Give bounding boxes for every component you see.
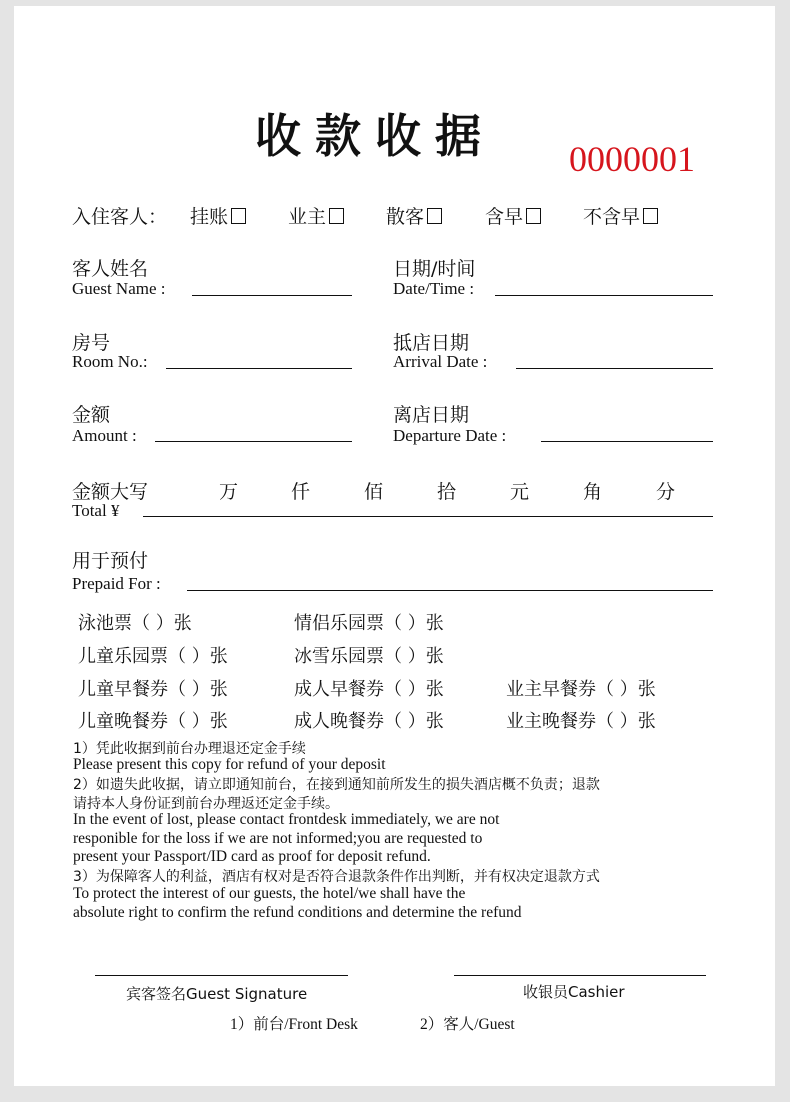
prepaid-label-cn: 用于预付 bbox=[72, 550, 149, 572]
guest-name-label-cn: 客人姓名 bbox=[72, 258, 149, 280]
amount-field[interactable] bbox=[155, 441, 352, 442]
note-line: Please present this copy for refund of your deposit bbox=[73, 756, 386, 773]
ticket-owner-breakfast[interactable]: 业主早餐券（ ）张 bbox=[506, 679, 656, 700]
guest-type-option[interactable] bbox=[583, 202, 658, 229]
total-amount-field[interactable] bbox=[143, 516, 713, 517]
guest-name-field[interactable] bbox=[192, 295, 352, 296]
unit-fen: 分 bbox=[656, 481, 676, 503]
ticket-ice-snow-park[interactable]: 冰雪乐园票（ ）张 bbox=[294, 646, 444, 667]
note-line: responible for the loss if we are not informed;you are requested to bbox=[73, 830, 483, 847]
departure-date-field[interactable] bbox=[541, 441, 713, 442]
unit-wan: 万 bbox=[219, 481, 239, 503]
datetime-label-en: Date/Time : bbox=[393, 279, 475, 298]
guest-name-label-en: Guest Name : bbox=[72, 279, 166, 298]
checkbox-icon[interactable] bbox=[643, 208, 658, 224]
room-label-en: Room No.: bbox=[72, 352, 148, 371]
ticket-couple-park[interactable]: 情侣乐园票（ ）张 bbox=[294, 613, 444, 634]
guest-type-option[interactable] bbox=[288, 202, 344, 229]
ticket-adult-dinner[interactable]: 成人晚餐券（ ）张 bbox=[294, 711, 444, 732]
total-label-cn: 金额大写 bbox=[72, 481, 149, 503]
checkbox-icon[interactable] bbox=[427, 208, 442, 224]
room-label-cn: 房号 bbox=[72, 332, 111, 354]
guest-type-option[interactable] bbox=[386, 202, 442, 229]
guest-type-option-label: 业主 bbox=[288, 206, 327, 228]
ticket-adult-breakfast[interactable]: 成人早餐券（ ）张 bbox=[294, 679, 444, 700]
receipt-title: 收款收据 bbox=[255, 109, 495, 163]
note-line: In the event of lost, please contact frontdesk immediately, we are not bbox=[73, 811, 500, 828]
note-line: To protect the interest of our guests, the hotel/we shall have the bbox=[73, 885, 466, 902]
guest-type-option-label: 挂账 bbox=[190, 206, 229, 228]
checkbox-icon[interactable] bbox=[329, 208, 344, 224]
copy-guest: 2）客人/Guest bbox=[420, 1016, 515, 1033]
unit-shi: 拾 bbox=[437, 481, 457, 503]
note-line: absolute right to confirm the refund conditions and determine the refund bbox=[73, 904, 522, 921]
arrival-label-cn: 抵店日期 bbox=[393, 332, 470, 354]
note-line: 请持本人身份证到前台办理返还定金手续。 bbox=[73, 796, 339, 812]
checkbox-icon[interactable] bbox=[526, 208, 541, 224]
unit-jiao: 角 bbox=[583, 481, 603, 503]
prepaid-for-field[interactable] bbox=[187, 590, 713, 591]
cashier-signature-label: 收银员Cashier bbox=[523, 983, 625, 1001]
guest-type-option[interactable] bbox=[485, 202, 541, 229]
amount-label-en: Amount : bbox=[72, 426, 137, 445]
ticket-owner-dinner[interactable]: 业主晚餐券（ ）张 bbox=[506, 711, 656, 732]
guest-type-option-label: 含早 bbox=[485, 206, 524, 228]
receipt-serial-number: 0000001 bbox=[569, 139, 695, 179]
ticket-kids-dinner[interactable]: 儿童晚餐券（ ）张 bbox=[78, 711, 228, 732]
guest-signature-field[interactable] bbox=[95, 975, 348, 976]
arrival-label-en: Arrival Date : bbox=[393, 352, 488, 371]
ticket-kids-park[interactable]: 儿童乐园票（ ）张 bbox=[78, 646, 228, 667]
prepaid-label-en: Prepaid For : bbox=[72, 574, 161, 593]
note-line: 3）为保障客人的利益，酒店有权对是否符合退款条件作出判断，并有权决定退款方式 bbox=[73, 869, 600, 885]
amount-label-cn: 金额 bbox=[72, 404, 111, 426]
ticket-kids-breakfast[interactable]: 儿童早餐券（ ）张 bbox=[78, 679, 228, 700]
room-number-field[interactable] bbox=[166, 368, 352, 369]
guest-type-option-label: 散客 bbox=[386, 206, 425, 228]
unit-qian: 仟 bbox=[291, 481, 311, 503]
note-line: 1）凭此收据到前台办理退还定金手续 bbox=[73, 741, 306, 757]
ticket-pool[interactable]: 泳池票（ ）张 bbox=[78, 613, 192, 634]
copy-front-desk: 1）前台/Front Desk bbox=[230, 1016, 358, 1033]
total-label-en: Total ¥ bbox=[72, 501, 120, 520]
guest-type-label: 入住客人： bbox=[72, 206, 168, 228]
unit-bai: 佰 bbox=[364, 481, 384, 503]
cashier-signature-field[interactable] bbox=[454, 975, 706, 976]
datetime-label-cn: 日期/时间 bbox=[393, 258, 476, 280]
note-line: 2）如遗失此收据，请立即通知前台，在接到通知前所发生的损失酒店概不负责；退款 bbox=[73, 777, 600, 793]
arrival-date-field[interactable] bbox=[516, 368, 713, 369]
datetime-field[interactable] bbox=[495, 295, 713, 296]
departure-label-en: Departure Date : bbox=[393, 426, 507, 445]
unit-yuan: 元 bbox=[510, 481, 530, 503]
checkbox-icon[interactable] bbox=[231, 208, 246, 224]
note-line: present your Passport/ID card as proof for deposit refund. bbox=[73, 848, 431, 865]
guest-type-option-label: 不含早 bbox=[583, 206, 641, 228]
departure-label-cn: 离店日期 bbox=[393, 404, 470, 426]
guest-type-option[interactable] bbox=[190, 202, 246, 229]
guest-signature-label: 宾客签名Guest Signature bbox=[126, 985, 308, 1003]
